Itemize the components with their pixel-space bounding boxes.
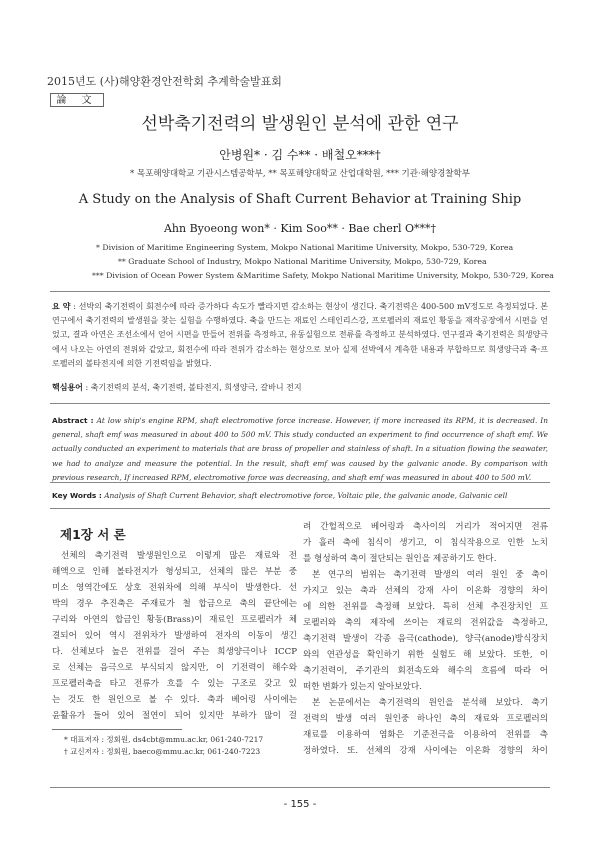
- body-line: 윤활유가 들어 있어 절연이 되어 있지만 부하가 많이 걸: [52, 711, 297, 721]
- body-line: 축기전력이, 주기관의 회전속도와 해수의 흐름에 따라 어: [303, 666, 548, 676]
- keywords-korean: [52, 382, 302, 393]
- body-line: 는 것도 한 원인으로 볼 수 있다. 축과 베어링 사이에는: [52, 695, 297, 705]
- body-line: 본 논문에서는 축기전력의 원인을 분석해 보았다. 축기: [312, 698, 548, 708]
- body-line: 로펠러와 축의 제작에 쓰이는 재료의 전위값을 측정하고,: [303, 618, 548, 628]
- paper-title-english: A Study on the Analysis of Shaft Current Behavior at Training Ship: [78, 192, 522, 207]
- conference-name: 2015년도 (사)해양환경안전학회 추계학술발표회: [47, 75, 282, 88]
- affiliations-korean: * 목포해양대학교 기관시스템공학부, ** 목포해양대학교 산업대학원, *** 기관·해양경찰학부: [130, 169, 470, 179]
- keywords-english-text: Analysis of Shaft Current Behavior, shaft electromotive force, Voltaic pile, the galvanic anode, Galvanic cell: [101, 491, 508, 500]
- body-line: 를 형성하여 축이 절단되는 원인을 제공하기도 한다.: [303, 554, 497, 564]
- body-line: 구리와 아연의 합금인 황동(Brass)이 재료인 프로펠러가 체: [52, 615, 297, 625]
- body-line: 재료를 이용하여 염화은 기준전극을 이용하여 전위를 측: [303, 730, 548, 740]
- body-line: 축기전력 발생이 각종 음극(cathode), 양극(anode)방식장치: [303, 634, 548, 644]
- divider: [50, 482, 550, 483]
- page-number: - 155 -: [283, 799, 317, 810]
- body-line: 로 선체는 음극으로 부식되지 않지만, 이 기전력이 해수와: [52, 663, 297, 673]
- affiliation-line: *** Division of Ocean Power System &Maritime Safety, Mokpo National Maritime University, Mokpo, 530-729, Korea: [92, 271, 554, 280]
- abstract-english: [52, 414, 548, 485]
- body-column-left: [52, 548, 297, 724]
- divider: [50, 403, 550, 404]
- body-line: 다. 선체보다 높은 전위를 걸어 주는 희생양극이나 ICCP: [52, 647, 297, 657]
- body-line: 떠한 변화가 있는지 알아보았다.: [303, 682, 422, 692]
- body-line: 가지고 있는 축과 선체의 강재 사이 이온화 경향의 차이: [303, 586, 548, 596]
- body-line: 해액으로 인해 볼타전지가 형성되고, 선체의 많은 부분 중: [52, 567, 297, 577]
- footer-divider: [50, 787, 550, 788]
- body-line: 프로펠러축을 타고 전류가 흐를 수 있는 구조로 갖고 있: [52, 679, 297, 689]
- body-line: 박의 경우 추진축은 주재료가 철 합금으로 축의 끝단에는: [52, 599, 297, 609]
- abstract-korean-label: 요 약: [52, 302, 71, 311]
- document-type-label: 論 文: [50, 93, 104, 107]
- divider: [50, 508, 550, 509]
- body-line: 결되어 있어 역시 전위차가 발생하여 전자의 이동이 생긴: [52, 631, 297, 641]
- abstract-korean-text: : 선박의 축기전력이 회전수에 따라 증가하다 속도가 빨라지면 감소하는 현상이 생긴다. 축기전력은 400-500 mV정도로 측정되었다. 본 연구에서 축기전력의 발생원을 찾는 실험을 수행하였다. 축을 만드는 재료인 스테인리스강, 프로펠러의 재료인 황동을 재작공장에서 시편을 얻었고, 결과 아연은 조선소에서 얻어 시편을 만들어 전위를 측정하고, 유동실험으로 전류를 측정하고 분석하였다. 연구결과 축기전력은 희생양극에서 나오는 아연의 전위와 같았고, 회전수에 따라 전위가 감소하는 현상으로 보아 실제 선박에서 계측한 내용과 부합하므로 희생양극과 축·프로펠러의 볼타전지에 의한 기전력임을 밝혔다.: [52, 302, 548, 368]
- footnote-divider: [52, 729, 182, 730]
- divider: [50, 291, 550, 292]
- authors-english: Ahn Byoeong won* · Kim Soo** · Bae cherl O***†: [163, 222, 437, 235]
- body-line: 와의 연관성을 확인하기 위한 실험도 해 보았다. 또한, 이: [303, 650, 548, 660]
- body-line: 선체의 축기전력 발생원인으로 이렇게 많은 재료와 전: [61, 551, 297, 561]
- body-line: 미소 영역간에도 상호 전위차에 의해 부식이 발생한다. 선: [52, 583, 297, 593]
- affiliations-english: [92, 241, 554, 283]
- keywords-korean-text: : 축기전력의 분석, 축기전력, 볼타전지, 희생양극, 갈바니 전지: [82, 383, 302, 392]
- keywords-korean-label: 핵심용어: [52, 383, 83, 392]
- body-column-right: [303, 519, 548, 759]
- abstract-korean: [52, 300, 548, 371]
- abstract-english-label: Abstract :: [52, 416, 94, 425]
- body-line: 본 연구의 범위는 축기전력 발생의 여러 원인 중 축이: [312, 570, 548, 580]
- section-heading: 제1장 서 론: [60, 527, 126, 542]
- abstract-english-text: At low ship's engine RPM, shaft electromotive force increase. However, if more increased its RPM, it is decreased. In general, shaft emf was measured in about 400 to 500 mV. This study conducted an experiment to find occurrence of shaft emf. We actually conducted an experiment to materials that are brass of propeller and stainless of shaft. In a situation flowing the seawater, we had to analyze and measure the potential. In the result, shaft emf was caused by the galvanic anode. By comparison with previous research, If increased RPM, electromotive force was decreasing, and shaft emf was measured in about 400 to 500 mV.: [52, 416, 548, 482]
- body-line: 려 간헐적으로 베어링과 축사이의 거리가 적어지면 전류: [303, 522, 548, 532]
- footnote-corresponding-author: † 교신저자 : 정회원, baeco@mmu.ac.kr, 061-240-7223: [64, 747, 261, 756]
- body-line: 전력의 발생 여러 원인중 하나인 축의 재료와 프로펠러의: [303, 714, 548, 724]
- body-line: 에 의한 전위를 측정해 보았다. 특히 선체 추진장치인 프: [303, 602, 548, 612]
- body-line: 정하였다. 또. 선체의 강재 사이에는 이온화 경향의 차이: [303, 746, 548, 756]
- keywords-english-label: Key Words :: [52, 491, 102, 500]
- footnote-first-author: * 대표저자 : 정회원, ds4cbt@mmu.ac.kr, 061-240-7217: [64, 735, 264, 744]
- keywords-english: [52, 491, 507, 500]
- body-line: 가 흘러 축에 침식이 생기고, 이 침식작용으로 인한 노치: [303, 538, 548, 548]
- authors-korean: 안병원* · 김 수** · 배철오***†: [219, 148, 381, 162]
- paper-title-korean: 선박축기전력의 발생원인 분석에 관한 연구: [141, 114, 459, 134]
- affiliation-line: ** Graduate School of Industry, Mokpo National Maritime University, Mokpo, 530-729, Korea: [118, 257, 487, 266]
- affiliation-line: * Division of Maritime Engineering System, Mokpo National Maritime University, Mokpo, 530-729, Korea: [96, 243, 514, 252]
